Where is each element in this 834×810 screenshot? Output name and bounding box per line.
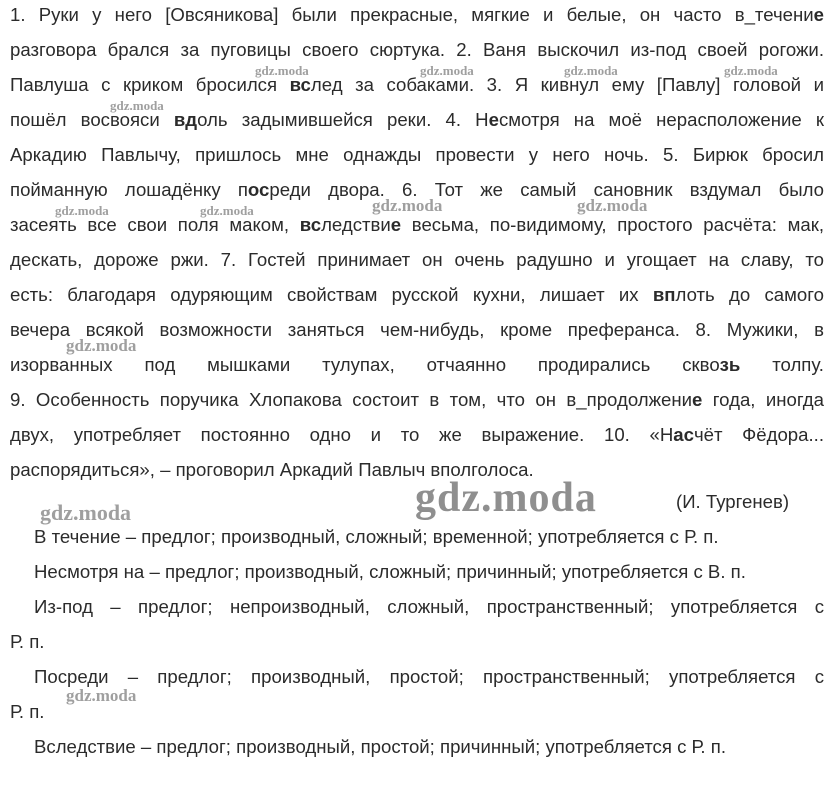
text-line-12: 9. Особенность поручика Хлопакова состоит в том, что он в_продолжение года, иногда <box>10 389 824 410</box>
definition-posredi: Посреди – предлог; производный, простой; пространственный; употребляется с <box>34 666 824 687</box>
text-line-2: разговора брался за пуговицы своего сюртука. 2. Ваня выскочил из-под своей рогожи. <box>10 39 824 60</box>
text-line-8: дескать, дороже ржи. 7. Гостей принимает он очень радушно и угощает на славу, то <box>10 249 824 270</box>
definition-nesmotrya-na: Несмотря на – предлог; производный, сложный; причинный; употребляется с В. п. <box>34 561 746 582</box>
watermark: gdz.moda <box>372 196 443 215</box>
watermark: gdz.moda <box>200 203 254 218</box>
definition-v-techenie: В течение – предлог; производный, сложный; временной; употребляется с Р. п. <box>34 526 719 547</box>
text-line-6: пойманную лошадёнку посреди двора. 6. Тот же самый сановник вздумал было <box>10 179 824 200</box>
watermark: gdz.moda <box>55 203 109 218</box>
text-line-11: изорванных под мышками тулупах, отчаянно продирались сквозь толпу. <box>10 354 824 375</box>
text-line-10: вечера всякой возможности заняться чем-нибудь, кроме преферанса. 8. Мужики, в <box>10 319 824 340</box>
definition-iz-pod: Из-под – предлог; непроизводный, сложный, пространственный; употребляется с <box>34 596 824 617</box>
watermark: gdz.moda <box>110 98 164 113</box>
text-line-4: пошёл восвояси вдоль задымившейся реки. 4. Несмотря на моё нерасположение к <box>10 109 824 130</box>
watermark: gdz.moda <box>255 63 309 78</box>
author-attribution: (И. Тургенев) <box>676 491 790 512</box>
text-line-3: Павлуша с криком бросился вслед за собаками. 3. Я кивнул ему [Павлу] головой и <box>10 74 824 95</box>
definition-vsledstvie: Вследствие – предлог; производный, простой; причинный; употребляется с Р. п. <box>34 736 726 757</box>
watermark: gdz.moda <box>40 500 132 525</box>
watermark: gdz.moda <box>577 196 648 215</box>
watermark: gdz.moda <box>66 686 137 705</box>
text-line-13: двух, употребляет постоянно одно и то же выражение. 10. «Насчёт Фёдора... <box>10 424 824 445</box>
watermark: gdz.moda <box>564 63 618 78</box>
definition-posredi-cont: Р. п. <box>10 701 45 722</box>
text-line-9: есть: благодаря одуряющим свойствам русской кухни, лишает их вплоть до самого <box>10 284 824 305</box>
definition-iz-pod-cont: Р. п. <box>10 631 45 652</box>
text-line-5: Аркадию Павлычу, пришлось мне однажды провести у него ночь. 5. Бирюк бросил <box>10 144 824 165</box>
text-line-14: распорядиться», – проговорил Аркадий Павлыч вполголоса. <box>10 459 534 480</box>
text-line-1: 1. Руки у него [Овсяникова] были прекрасные, мягкие и белые, он часто в_течение <box>10 4 824 25</box>
watermark-logo: gdz.moda <box>415 475 597 521</box>
watermark: gdz.moda <box>66 336 137 355</box>
text-line-7: засеять все свои поля маком, вследствие весьма, по-видимому, простого расчёта: мак, <box>10 214 824 235</box>
watermark: gdz.moda <box>420 63 474 78</box>
watermark: gdz.moda <box>724 63 778 78</box>
